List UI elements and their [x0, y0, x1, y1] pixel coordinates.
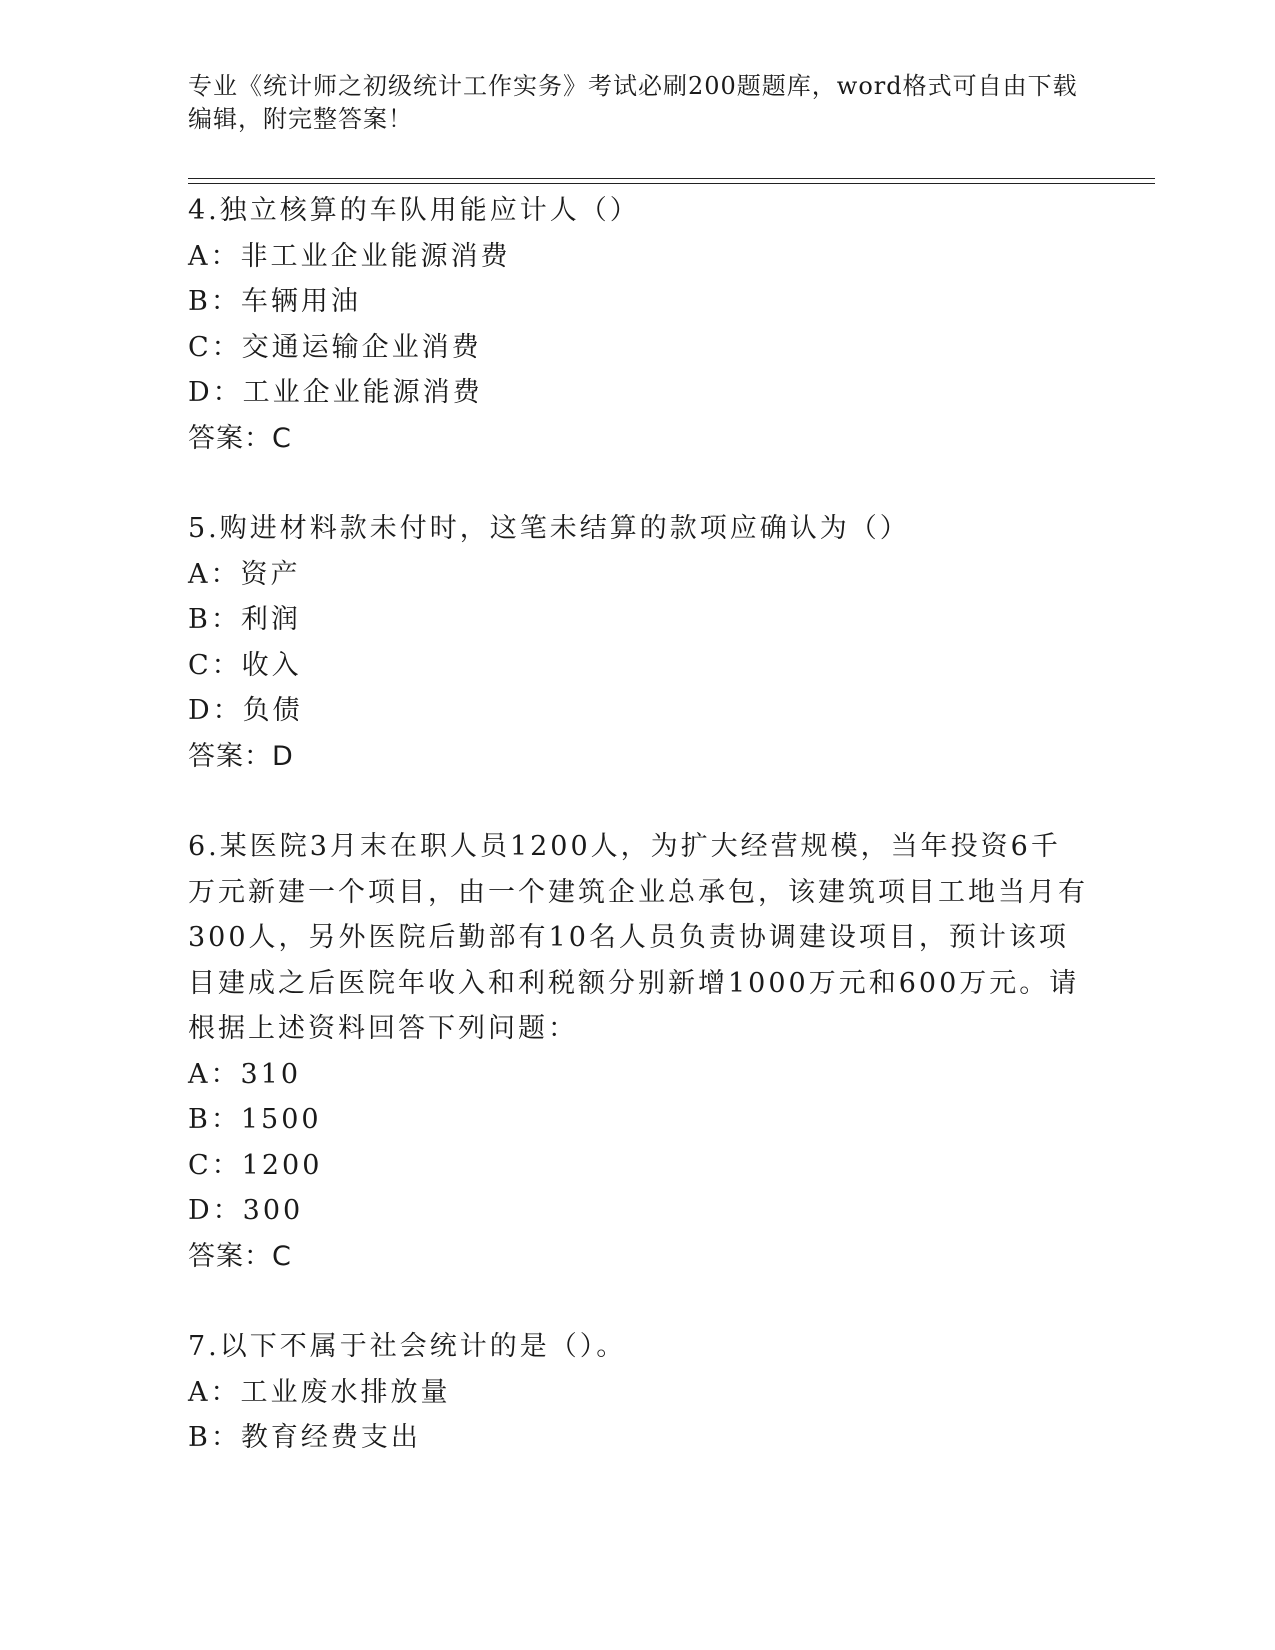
option-text: 车辆用油 [240, 286, 361, 317]
document-header [188, 70, 1088, 136]
option-text: 负债 [242, 695, 303, 726]
question-text: 7.以下不属于社会统计的是（）。 [188, 1331, 627, 1362]
option-letter: D： [188, 695, 243, 726]
option-text: 教育经费支出 [240, 1422, 421, 1453]
option-a [188, 234, 1088, 280]
question-item [188, 824, 1088, 1279]
option-text: 工业废水排放量 [240, 1376, 451, 1408]
option-letter: B： [188, 604, 241, 635]
option-letter: C： [188, 649, 242, 681]
option-a [188, 552, 1088, 598]
answer-text: 答案：D [188, 740, 294, 772]
header-divider-top [188, 178, 1155, 179]
option-text: 交通运输企业消费 [241, 331, 482, 363]
option-text: 工业企业能源消费 [242, 377, 483, 408]
question-list [188, 188, 1088, 1506]
option-letter: D： [188, 377, 243, 408]
header-divider-bottom [188, 183, 1155, 184]
option-text: 1500 [240, 1104, 322, 1135]
option-text: 资产 [240, 558, 301, 590]
question-item [188, 506, 1088, 779]
option-text: 收入 [241, 649, 302, 681]
option-letter: C： [188, 331, 242, 363]
question-item [188, 1324, 1088, 1461]
option-b [188, 279, 1088, 325]
header-line-1: 专业《统计师之初级统计工作实务》考试必刷200题题库，word格式可自由下载 [188, 72, 1078, 100]
option-c [188, 325, 1088, 371]
option-d [188, 370, 1088, 416]
option-text: 利润 [240, 604, 301, 635]
option-a [188, 1370, 1088, 1416]
option-letter: B： [188, 1104, 241, 1135]
option-text: 300 [242, 1195, 304, 1226]
option-letter: A： [188, 240, 241, 272]
option-letter: B： [188, 1422, 241, 1453]
option-text: 非工业企业能源消费 [240, 240, 511, 272]
answer-text: 答案：C [188, 1240, 292, 1272]
option-b [188, 597, 1088, 643]
option-b [188, 1415, 1088, 1461]
option-c [188, 1143, 1088, 1189]
option-text: 310 [240, 1058, 302, 1090]
option-letter: B： [188, 286, 241, 317]
option-c [188, 643, 1088, 689]
option-letter: A： [188, 1058, 241, 1090]
option-letter: A： [188, 558, 241, 590]
question-item [188, 188, 1088, 461]
option-d [188, 1188, 1088, 1234]
option-b [188, 1097, 1088, 1143]
option-letter: C： [188, 1149, 242, 1181]
question-text: 5.购进材料款未付时，这笔未结算的款项应确认为（） [188, 513, 910, 544]
option-a [188, 1052, 1088, 1098]
option-text: 1200 [241, 1149, 323, 1181]
question-text: 4.独立核算的车队用能应计人（） [188, 195, 640, 226]
option-letter: A： [188, 1376, 241, 1408]
option-letter: D： [188, 1195, 243, 1226]
answer-text: 答案：C [188, 422, 292, 454]
option-d [188, 688, 1088, 734]
question-text: 6.某医院3月末在职人员1200人，为扩大经营规模，当年投资6千万元新建一个项目，由一个建筑企业总承包，该建筑项目工地当月有300人，另外医院后勤部有10名人员负责协调建设项目，预计该项目建成之后医院年收入和利税额分别新增1000万元和600万元。请根据上述资料回答下列问题： [188, 831, 1088, 1044]
header-line-2: 编辑，附完整答案！ [188, 105, 413, 133]
